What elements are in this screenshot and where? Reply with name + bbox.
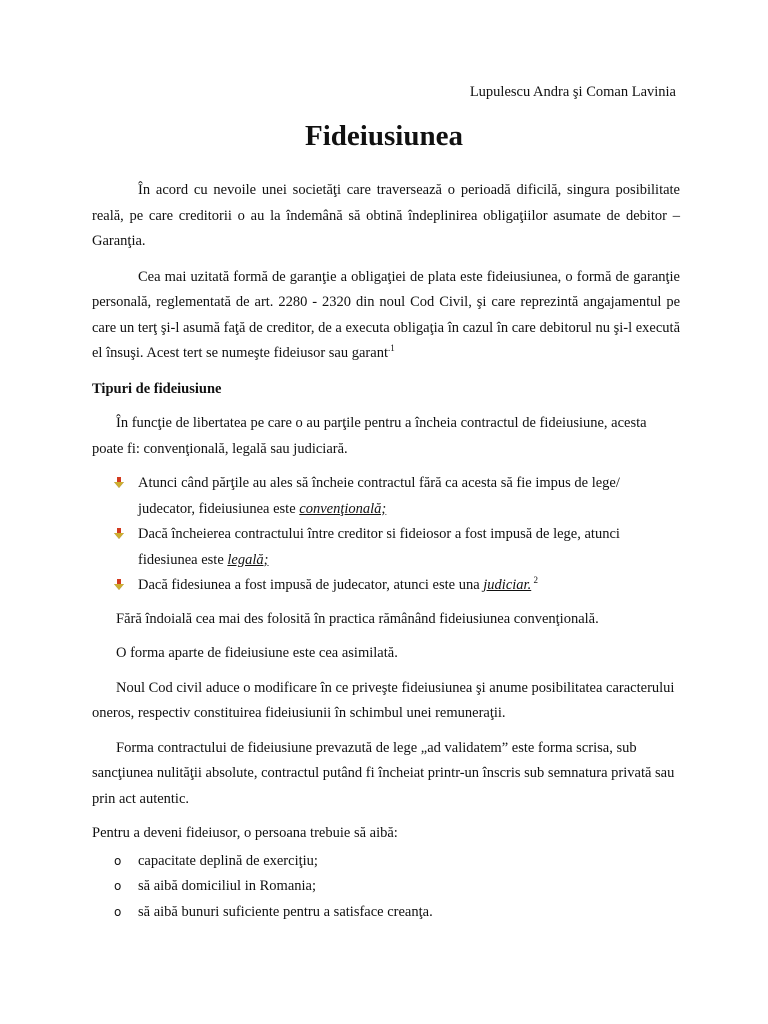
intro-paragraph-2-text: Cea mai uzitată formă de garanţie a obligaţiei de plata este fideiusiunea, o formă de garanţie personală, reglementată de art. 2280 - 2320 din noul Cod Civil, şi care reprezintă angajamentul pe care un terţ şi-l asumă faţă de creditor, de a executa obligaţia în cazul în care debitorul nu şi-l execută el însuşi. Acest tert se numeşte fideiusor sau garant — [92, 268, 681, 361]
term-conventional: convenţională; — [299, 500, 387, 517]
list-item — [92, 573, 680, 599]
arrow-bullet-icon — [112, 476, 126, 490]
types-intro-paragraph: În funcţie de libertatea pe care o au parţile pentru a încheia contractul de fideiusiune, acesta poate fi: convenţională, legală sau judiciară. — [92, 415, 647, 457]
circle-bullet-icon: o — [114, 904, 122, 919]
list-item-text: să aibă bunuri suficiente pentru a satisface creanţa. — [138, 903, 433, 920]
list-item-text: Dacă încheierea contractului între creditor si fideiosor a fost impusă de lege, atunci fidesiunea este — [138, 526, 620, 568]
document-body — [92, 178, 680, 925]
list-item — [92, 471, 680, 522]
arrow-bullet-icon — [112, 578, 126, 592]
paragraph-contract-form: Forma contractului de fideiusiune prevazută de lege „ad validatem” este forma scrisa, sub sancţiunea nulităţii absolute, contractul putând fi încheiat printr-un înscris sub semnatura privată sau prin act autentic. — [92, 739, 675, 807]
footnote-ref-2: 2 — [531, 575, 538, 586]
list-item — [92, 874, 680, 900]
list-item-text: Atunci când părţile au ales să încheie contractul fără ca acesta să fie impus de lege/ judecator, fideiusiunea este — [138, 475, 620, 517]
list-item — [92, 522, 680, 573]
paragraph-conventional-common: Fără îndoială cea mai des folosită în practica rămânând fideiusiunea convenţională. — [116, 610, 599, 627]
authors-line: Lupulescu Andra şi Coman Lavinia — [469, 84, 676, 100]
list-item — [92, 849, 680, 875]
requirements-intro: Pentru a deveni fideiusor, o persoana trebuie să aibă: — [92, 825, 398, 841]
intro-paragraph-1: În acord cu nevoile unei societăţi care traversează o perioadă dificilă, singura posibilitate reală, pe care creditorii o au la îndemână să obtină îndeplinirea obligaţiilor asumate de debitor – Garanţia. — [92, 182, 680, 249]
document-title: Fideiusiunea — [305, 120, 463, 152]
list-item-text: capacitate deplină de exerciţiu; — [138, 852, 318, 869]
circle-bullet-icon: o — [114, 879, 122, 893]
term-legal: legală; — [227, 551, 269, 568]
term-judicial: judiciar. — [483, 577, 532, 593]
section-heading: Tipuri de fideiusiune — [92, 380, 222, 397]
list-item — [92, 900, 680, 926]
footnote-ref-1: .1 — [387, 343, 395, 354]
requirements-list — [92, 849, 680, 926]
paragraph-assimilated: O forma aparte de fideiusiune este cea asimilată. — [116, 645, 398, 661]
arrow-bullet-icon — [112, 527, 126, 541]
circle-bullet-icon: o — [114, 853, 122, 868]
list-item-text: să aibă domiciliul in Romania; — [138, 878, 316, 894]
intro-paragraph-2 — [92, 265, 680, 367]
list-item-text: Dacă fidesiunea a fost impusă de judecator, atunci este una — [138, 577, 484, 593]
paragraph-civil-code: Noul Cod civil aduce o modificare în ce priveşte fideiusiunea şi anume posibilitatea caracterului oneros, respectiv constituirea fideiusiunii în schimbul unei remuneraţii. — [92, 679, 675, 721]
types-list — [92, 471, 680, 599]
